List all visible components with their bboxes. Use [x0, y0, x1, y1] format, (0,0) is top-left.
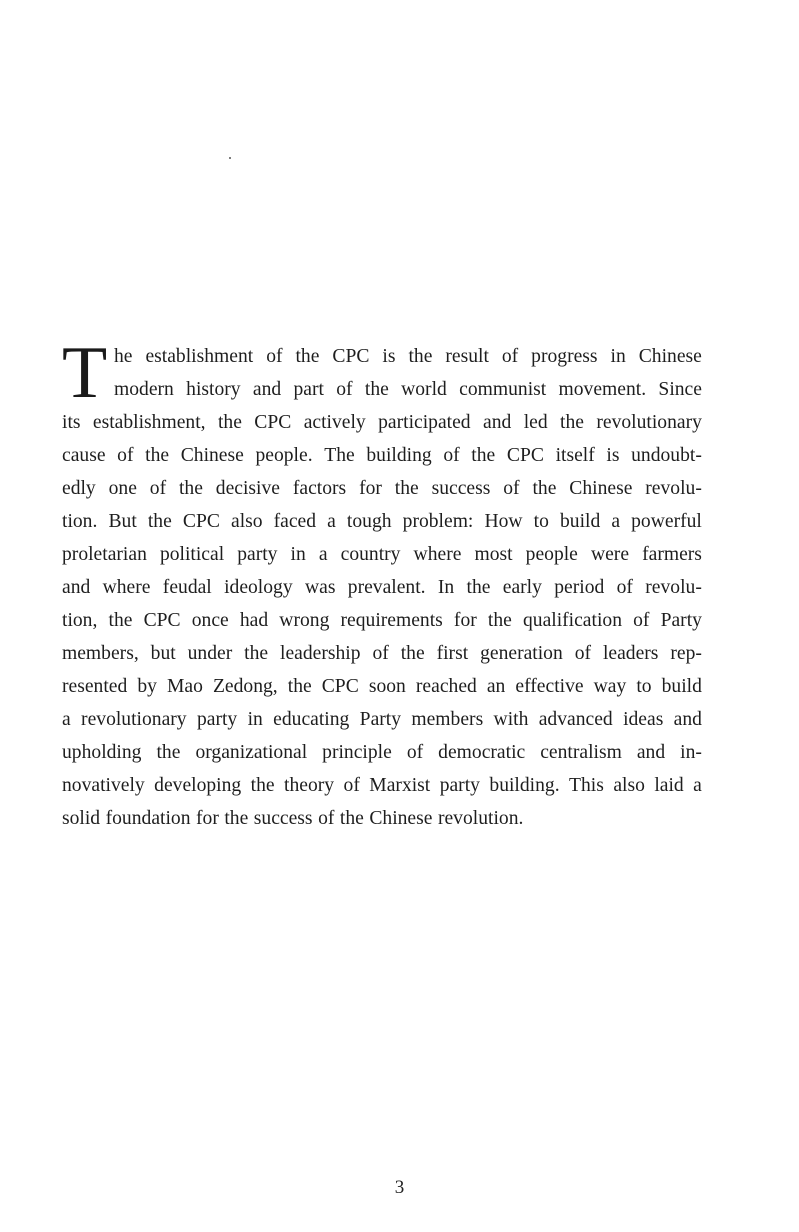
page-number: 3: [394, 1177, 405, 1198]
text-line: a revolutionary party in educating Party members with advanced ideas and: [62, 709, 702, 730]
text-line: novatively developing the theory of Marxist party building. This also laid a: [62, 775, 702, 796]
text-line: cause of the Chinese people. The building of the CPC itself is undoubt-: [62, 445, 702, 466]
text-line: edly one of the decisive factors for the success of the Chinese revolu-: [62, 478, 702, 499]
text-line: he establishment of the CPC is the result of progress in Chinese: [114, 346, 702, 367]
ink-speck: [229, 157, 231, 159]
text-line: proletarian political party in a country where most people were farmers: [62, 544, 702, 565]
text-line: tion. But the CPC also faced a tough problem: How to build a powerful: [62, 511, 702, 532]
text-line: modern history and part of the world communist movement. Since: [114, 379, 702, 400]
paragraph-lines: [62, 332, 702, 835]
text-line: solid foundation for the success of the Chinese revolution.: [62, 808, 524, 829]
text-line: tion, the CPC once had wrong requirements for the qualification of Party: [62, 610, 702, 631]
text-line: members, but under the leadership of the first generation of leaders rep-: [62, 643, 702, 664]
text-line: resented by Mao Zedong, the CPC soon reached an effective way to build: [62, 676, 702, 697]
text-line: and where feudal ideology was prevalent. In the early period of revolu-: [62, 577, 702, 598]
text-line: upholding the organizational principle of democratic centralism and in-: [62, 742, 702, 763]
text-line: its establishment, the CPC actively participated and led the revolutionary: [62, 412, 702, 433]
drop-cap: T: [62, 332, 108, 414]
body-paragraph: [62, 332, 702, 835]
